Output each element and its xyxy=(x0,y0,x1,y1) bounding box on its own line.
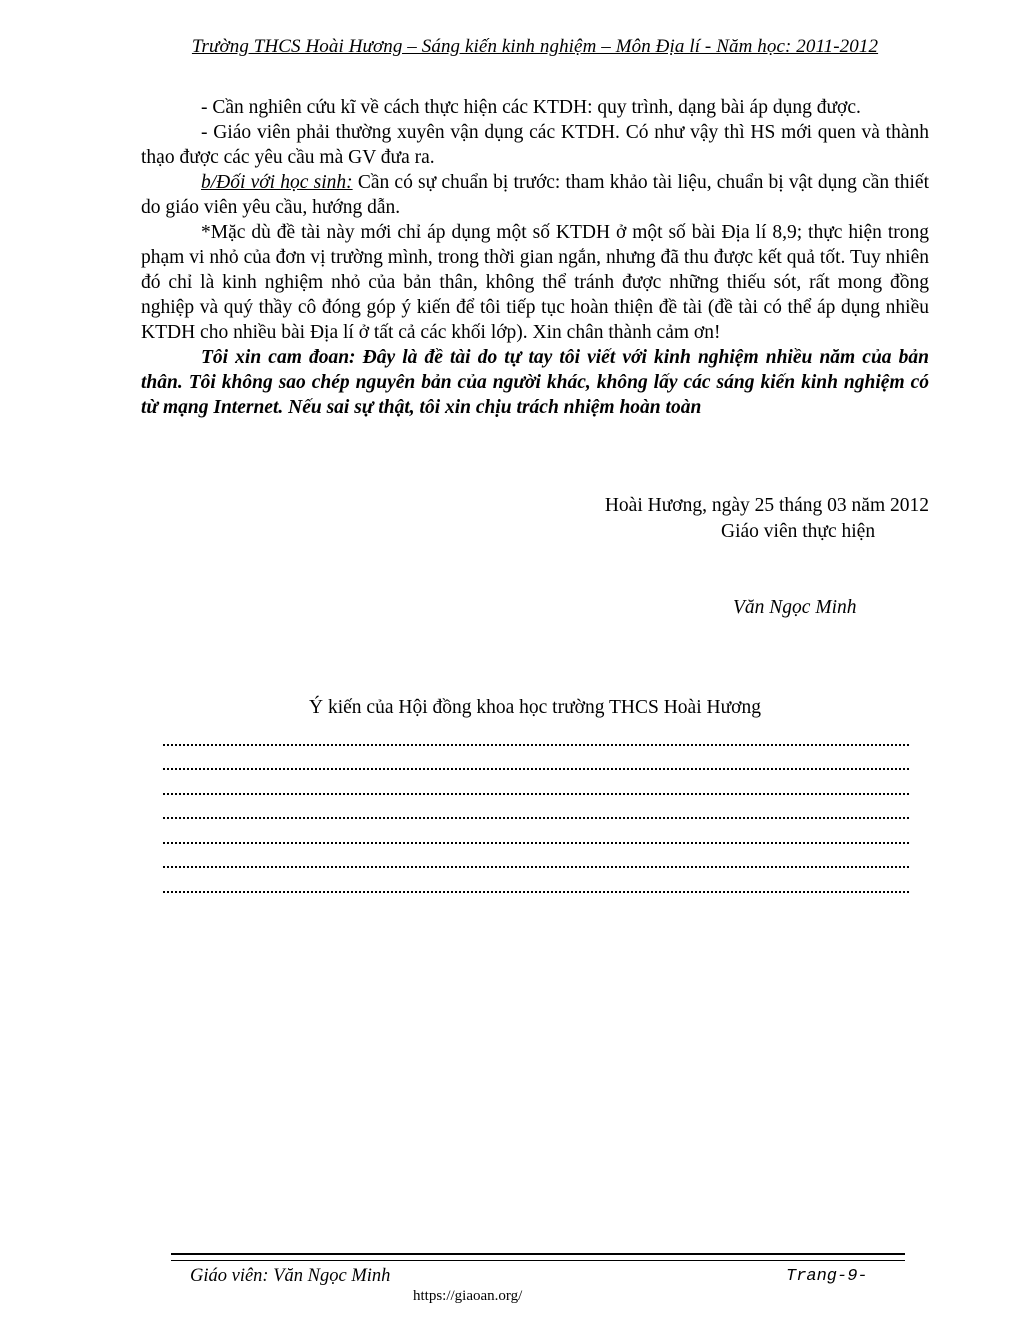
footer-page-number: Trang-9- xyxy=(786,1267,868,1286)
dotted-line xyxy=(163,752,909,777)
page-header: Trường THCS Hoài Hương – Sáng kiến kinh nghiệm – Môn Địa lí - Năm học: 2011-2012 xyxy=(191,36,879,57)
paragraph-students xyxy=(141,170,929,220)
paragraph-teacher-apply: - Giáo viên phải thường xuyên vận dụng các KTDH. Có như vậy thì HS mới quen và thành thạo được các yêu cầu mà GV đưa ra. xyxy=(141,122,929,168)
footer-divider xyxy=(171,1253,905,1261)
dotted-line xyxy=(163,850,909,875)
signature-date: Hoài Hương, ngày 25 tháng 03 năm 2012 xyxy=(604,495,929,516)
signature-role: Giáo viên thực hiện xyxy=(721,521,876,542)
dotted-line xyxy=(163,776,909,801)
dotted-line xyxy=(163,874,909,899)
council-opinion-title: Ý kiến của Hội đồng khoa học trường THCS Hoài Hương xyxy=(309,697,761,718)
paragraph-conclusion: *Mặc dù đề tài này mới chỉ áp dụng một số KTDH ở một số bài Địa lí 8,9; thực hiện trong phạm vi nhỏ của đơn vị trường mình, trong thời gian ngắn, nhưng đã thu được kết quả tốt. Tuy nhiên đó chỉ là kinh nghiệm nhỏ của bản thân, không thể tránh được những thiếu sót, rất mong đồng nghiệp và quý thầy cô đóng góp ý kiến để tôi tiếp tục hoàn thiện đề tài (đề tài có thể áp dụng nhiều KTDH cho nhiều bài Địa lí ở tất cả các khối lớp). Xin chân thành cảm ơn! xyxy=(141,222,929,343)
document-body xyxy=(141,95,929,420)
dotted-line xyxy=(163,825,909,850)
paragraph-pledge: Tôi xin cam đoan: Đây là đề tài do tự tay tôi viết với kinh nghiệm nhiều năm của bản thân. Tôi không sao chép nguyên bản của người khác, không lấy các sáng kiến kinh nghiệm có từ mạng Internet. Nếu sai sự thật, tôi xin chịu trách nhiệm hoàn toàn xyxy=(141,347,929,418)
dotted-line xyxy=(163,801,909,826)
paragraph-research-ktdh: - Cần nghiên cứu kĩ về cách thực hiện các KTDH: quy trình, dạng bài áp dụng được. xyxy=(201,97,861,118)
dotted-line xyxy=(163,727,909,752)
footer-teacher: Giáo viên: Văn Ngọc Minh xyxy=(190,1266,391,1286)
signature-name: Văn Ngọc Minh xyxy=(733,597,857,618)
footer-url[interactable]: https://giaoan.org/ xyxy=(413,1288,523,1304)
students-text: Cần có sự chuẩn bị trước: tham khảo tài liệu, chuẩn bị vật dụng cần thiết do giáo viên yêu cầu, hướng dẫn. xyxy=(141,172,929,218)
students-label: b/Đối với học sinh: xyxy=(201,172,353,193)
council-opinion-lines xyxy=(163,727,909,899)
